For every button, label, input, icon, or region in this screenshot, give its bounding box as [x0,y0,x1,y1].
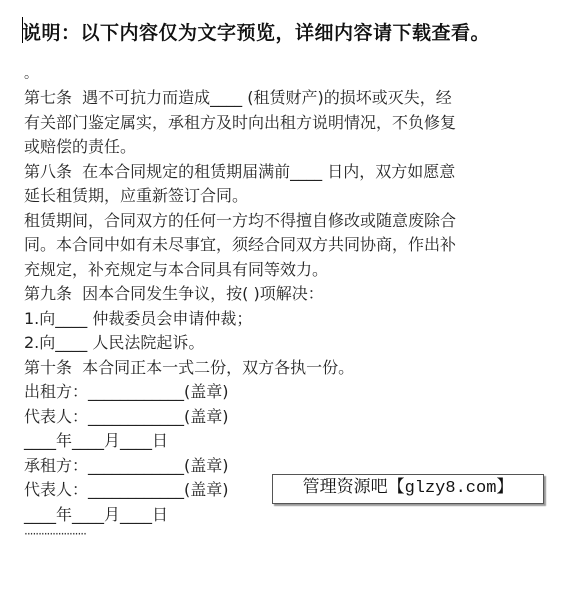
trailing-dots: ······················ [24,527,86,541]
doc-line: 第九条 因本合同发生争议，按( )项解决： [24,284,324,303]
doc-line: 延长租赁期，应重新签订合同。 [24,186,249,205]
doc-line: 第七条 遇不可抗力而造成____ (租赁财产)的损坏或灭失，经 [24,88,452,107]
doc-line: 有关部门鉴定属实，承租方及时向出租方说明情况，不负修复 [24,112,457,132]
doc-line: 。 [24,66,38,82]
doc-line: 同。本合同中如有未尽事宜，须经合同双方共同协商，作出补 [24,235,457,254]
doc-line: ____年____月____日 [24,431,169,450]
doc-line: 承租方：____________(盖章) [24,455,229,475]
doc-line: 第十条 本合同正本一式二份，双方各执一份。 [24,357,355,377]
doc-line: ____年____月____日 [24,504,169,524]
watermark-text: 管理资源吧【glzy8.com】 [302,479,514,498]
doc-line: 第八条 在本合同规定的租赁期届满前____ 日内，双方如愿意 [24,161,456,181]
doc-line: 代表人：____________(盖章) [24,406,229,426]
doc-line: 或赔偿的责任。 [24,137,137,156]
doc-line: 充规定，补充规定与本合同具有同等效力。 [24,259,329,279]
document-body [24,62,554,541]
doc-line: 租赁期间，合同双方的任何一方均不得擅自修改或随意废除合 [24,210,457,230]
doc-line: 1.向____ 仲裁委员会申请仲裁； [24,308,253,328]
doc-line: 出租方：____________(盖章) [24,382,229,401]
doc-line: 代表人：____________(盖章) [24,480,229,499]
doc-line: 2.向____ 人民法院起诉。 [24,333,205,352]
watermark-box [272,474,544,504]
preview-notice: 说明：以下内容仅为文字预览，详细内容请下载查看。 [22,22,491,44]
